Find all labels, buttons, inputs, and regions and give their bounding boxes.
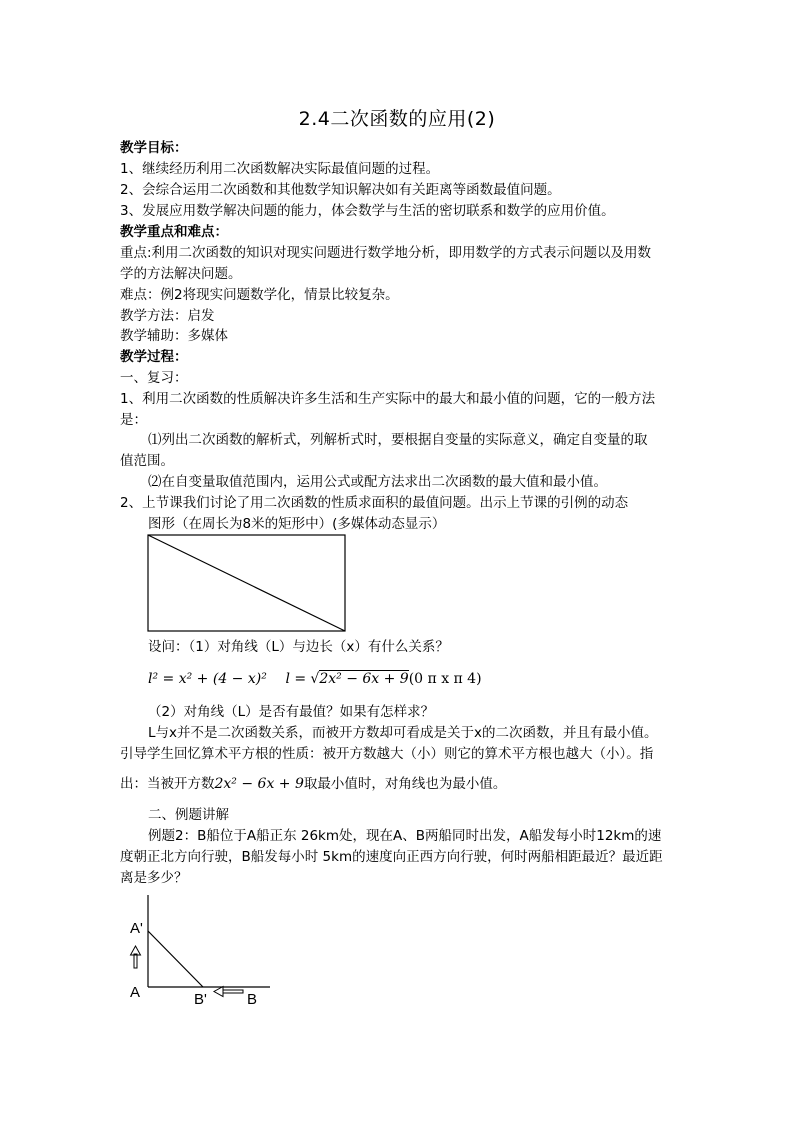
- examples-heading: 二、例题讲解: [148, 807, 229, 823]
- example-2-line-3: 离是多少？: [120, 870, 188, 886]
- difficulty-line: 难点：例2将现实问题数学化，情景比较复杂。: [120, 287, 399, 303]
- example-2-line-2: 度朝正北方向行驶，B船发每小时 5km的速度向正西方向行驶，何时两船相距最近？最近距: [120, 849, 663, 865]
- review-2-line-1: 2、上节课我们讨论了用二次函数的性质求面积的最值问题。出示上节课的引例的动态: [120, 495, 629, 511]
- review-1-line-1: 1、利用二次函数的性质解决许多生活和生产实际中的最大和最小值的问题，它的一般方法: [120, 391, 656, 407]
- explain-line-3-prefix: 出：当被开方数: [120, 776, 215, 792]
- step-1-line-1: ⑴列出二次函数的解析式，列解析式时，要根据自变量的实际意义，确定自变量的取: [148, 432, 648, 448]
- explain-line-3-suffix: 取最小值时，对角线也为最小值。: [303, 776, 507, 792]
- formula-line: [148, 669, 708, 689]
- label-b: B: [247, 991, 258, 1008]
- explain-line-1: L与x并不是二次函数关系，而被开方数却可看成是关于x的二次函数，并且有最小值。: [148, 725, 658, 741]
- label-a: A: [130, 984, 141, 1001]
- process-heading: 教学过程：: [120, 349, 188, 365]
- question-2: （2）对角线（L）是否有最值？如果有怎样求？: [148, 704, 435, 720]
- goal-item-3: 3、发展应用数学解决问题的能力，体会数学与生活的密切联系和数学的应用价值。: [120, 203, 615, 219]
- step-2-line: ⑵在自变量取值范围内，运用公式或配方法求出二次函数的最大值和最小值。: [148, 474, 607, 490]
- key-points-heading: 教学重点和难点：: [120, 224, 228, 240]
- key-point-line-1: 重点:利用二次函数的知识对现实问题进行数学地分析，即用数学的方式表示问题以及用数: [120, 245, 652, 261]
- formula-1: l² = x² + (4 − x)²: [148, 671, 267, 687]
- review-heading: 一、复习：: [120, 370, 188, 386]
- explain-line-3: [120, 774, 680, 794]
- method-line: 教学方法：启发: [120, 308, 215, 324]
- formula-2-prefix: l =: [285, 671, 307, 687]
- goal-item-2: 2、会综合运用二次函数和其他数学知识解决如有关距离等函数最值问题。: [120, 182, 561, 198]
- rectangle-diagonal-figure: [147, 534, 347, 634]
- explain-line-3-expr: 2x² − 6x + 9: [214, 776, 304, 792]
- formula-2-range: (0 π x π 4): [408, 671, 482, 687]
- north-arrow-icon: [131, 946, 141, 968]
- label-b-prime: B': [194, 991, 207, 1008]
- goal-item-1: 1、继续经历利用二次函数解决实际最值问题的过程。: [120, 161, 440, 177]
- explain-line-2: 引导学生回忆算术平方根的性质：被开方数越大（小）则它的算术平方根也越大（小）。指: [120, 746, 654, 762]
- goals-heading: 教学目标：: [120, 140, 188, 156]
- question-1: 设问：（1）对角线（L）与边长（x）有什么关系？: [148, 639, 449, 655]
- distance-line: [148, 931, 203, 987]
- step-1-line-2: 值范围。: [120, 453, 174, 469]
- example-2-line-1: 例题2：B船位于A船正东 26km处，现在A、B两船同时出发，A船发每小时12km的速: [148, 828, 662, 844]
- rectangle-diagonal: [148, 535, 345, 631]
- label-a-prime: A': [130, 920, 143, 937]
- key-point-line-2: 学的方法解决问题。: [120, 266, 242, 282]
- review-1-line-2: 是：: [120, 412, 147, 428]
- aid-line: 教学辅助：多媒体: [120, 328, 228, 344]
- sqrt-sign: √: [310, 671, 320, 687]
- formula-2-radicand: 2x² − 6x + 9: [319, 671, 409, 687]
- west-arrow-icon: [214, 987, 243, 997]
- page-title: 2.4二次函数的应用(2): [298, 108, 496, 130]
- review-2-line-2: 图形（在周长为8米的矩形中）(多媒体动态显示）: [148, 516, 446, 532]
- ships-figure: [125, 893, 275, 1008]
